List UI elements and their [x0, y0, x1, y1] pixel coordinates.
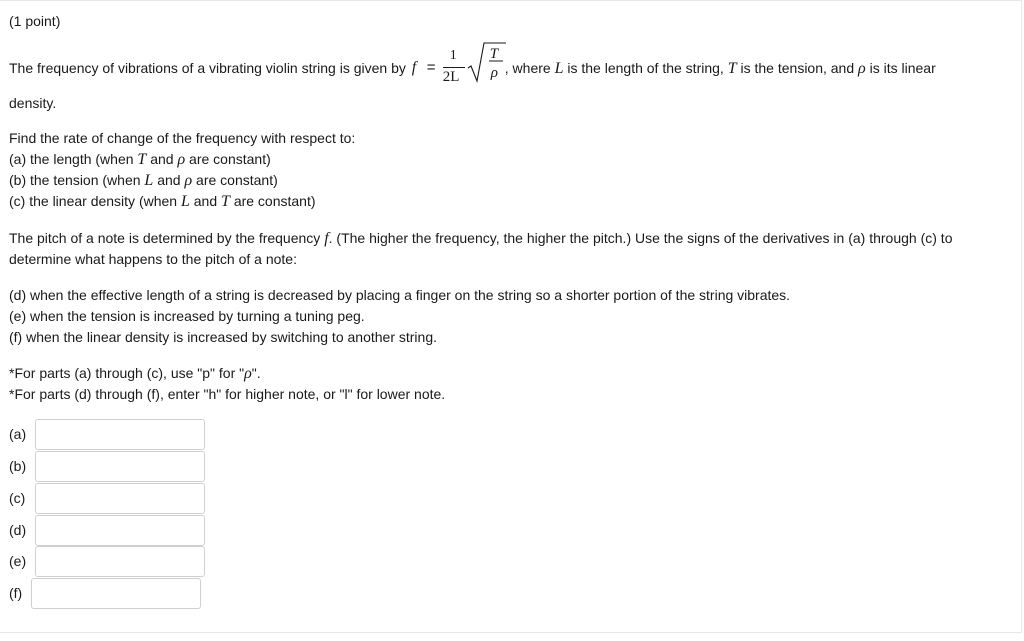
find-part-b	[9, 171, 278, 190]
find-part-c	[9, 192, 316, 211]
note-1-pre: *For parts (a) through (c), use "p" for "	[9, 365, 245, 381]
answer-label-f: (f)	[9, 585, 23, 601]
find-b-post: are constant)	[196, 172, 278, 188]
answer-label-c: (c)	[9, 490, 26, 506]
find-b-pre: (b) the tension (when	[9, 172, 141, 188]
find-c-post: are constant)	[233, 193, 316, 209]
intro-text: The frequency of vibrations of a vibrating violin string is given by	[9, 60, 406, 76]
part-d-text: (d) when the effective length of a string is decreased by placing a finger on the string so a shorter portion of the string vibrates.	[9, 287, 791, 303]
note-2: *For parts (d) through (f), enter "h" for higher note, or "l" for lower note.	[9, 386, 446, 402]
var-rho: ρ	[858, 60, 866, 77]
answer-label-a: (a)	[9, 426, 27, 442]
intro-tension-text: is the tension, and	[740, 60, 855, 76]
find-c-mid: and	[193, 193, 218, 209]
formula-numerator: 1	[449, 48, 457, 64]
note-1-post: ".	[251, 365, 261, 381]
find-c-pre: (c) the linear density (when	[9, 193, 178, 209]
sqrt-sign	[467, 41, 507, 85]
find-a-var2: ρ	[177, 151, 186, 168]
find-c-var1: L	[180, 193, 190, 210]
intro-comma: ,	[504, 60, 509, 76]
find-a-post: are constant)	[189, 151, 271, 167]
find-b-var1: L	[144, 172, 154, 189]
answer-input-c[interactable]	[35, 483, 205, 514]
formula-sqrt-denominator: ρ	[490, 65, 498, 82]
find-a-mid: and	[150, 151, 174, 167]
formula-equals: =	[426, 59, 436, 77]
answer-input-f[interactable]	[31, 578, 201, 609]
point-value: (1 point)	[9, 13, 61, 29]
intro-line	[9, 46, 936, 86]
frequency-formula	[410, 46, 505, 86]
answer-input-d[interactable]	[35, 515, 205, 546]
var-T: T	[727, 60, 737, 77]
intro-length-text: is the length of the string,	[567, 60, 724, 76]
formula-denominator: 2L	[442, 69, 460, 86]
pitch-line-2: determine what happens to the pitch of a note:	[9, 251, 297, 267]
var-L: L	[554, 60, 564, 77]
formula-sqrt-numerator: T	[489, 46, 499, 63]
formula-f: f	[411, 59, 417, 77]
part-f-text: (f) when the linear density is increased by switching to another string.	[9, 329, 437, 345]
find-a-pre: (a) the length (when	[9, 151, 134, 167]
note-1	[9, 364, 261, 383]
answer-label-e: (e)	[9, 553, 27, 569]
intro-where: where	[512, 60, 551, 76]
find-b-var2: ρ	[184, 172, 193, 189]
find-c-var2: T	[221, 193, 230, 210]
pitch-pre: The pitch of a note is determined by the frequency	[9, 230, 321, 246]
find-b-mid: and	[157, 172, 181, 188]
answer-label-b: (b)	[9, 458, 27, 474]
answer-input-b[interactable]	[35, 451, 205, 482]
pitch-var-f: f	[324, 230, 329, 247]
intro-density: density.	[9, 95, 57, 111]
find-title: Find the rate of change of the frequency with respect to:	[9, 130, 356, 146]
answer-input-a[interactable]	[35, 419, 205, 450]
pitch-line-1	[9, 229, 952, 248]
find-part-a	[9, 150, 271, 169]
note-1-rho: ρ	[244, 365, 252, 382]
part-e-text: (e) when the tension is increased by turning a tuning peg.	[9, 308, 365, 324]
answer-label-d: (d)	[9, 522, 27, 538]
pitch-post: . (The higher the frequency, the higher the pitch.) Use the signs of the derivatives in (a) through (c) to	[328, 230, 953, 246]
intro-linear-text: is its linear	[869, 60, 936, 76]
find-a-var1: T	[137, 151, 147, 168]
answer-input-e[interactable]	[35, 546, 205, 577]
